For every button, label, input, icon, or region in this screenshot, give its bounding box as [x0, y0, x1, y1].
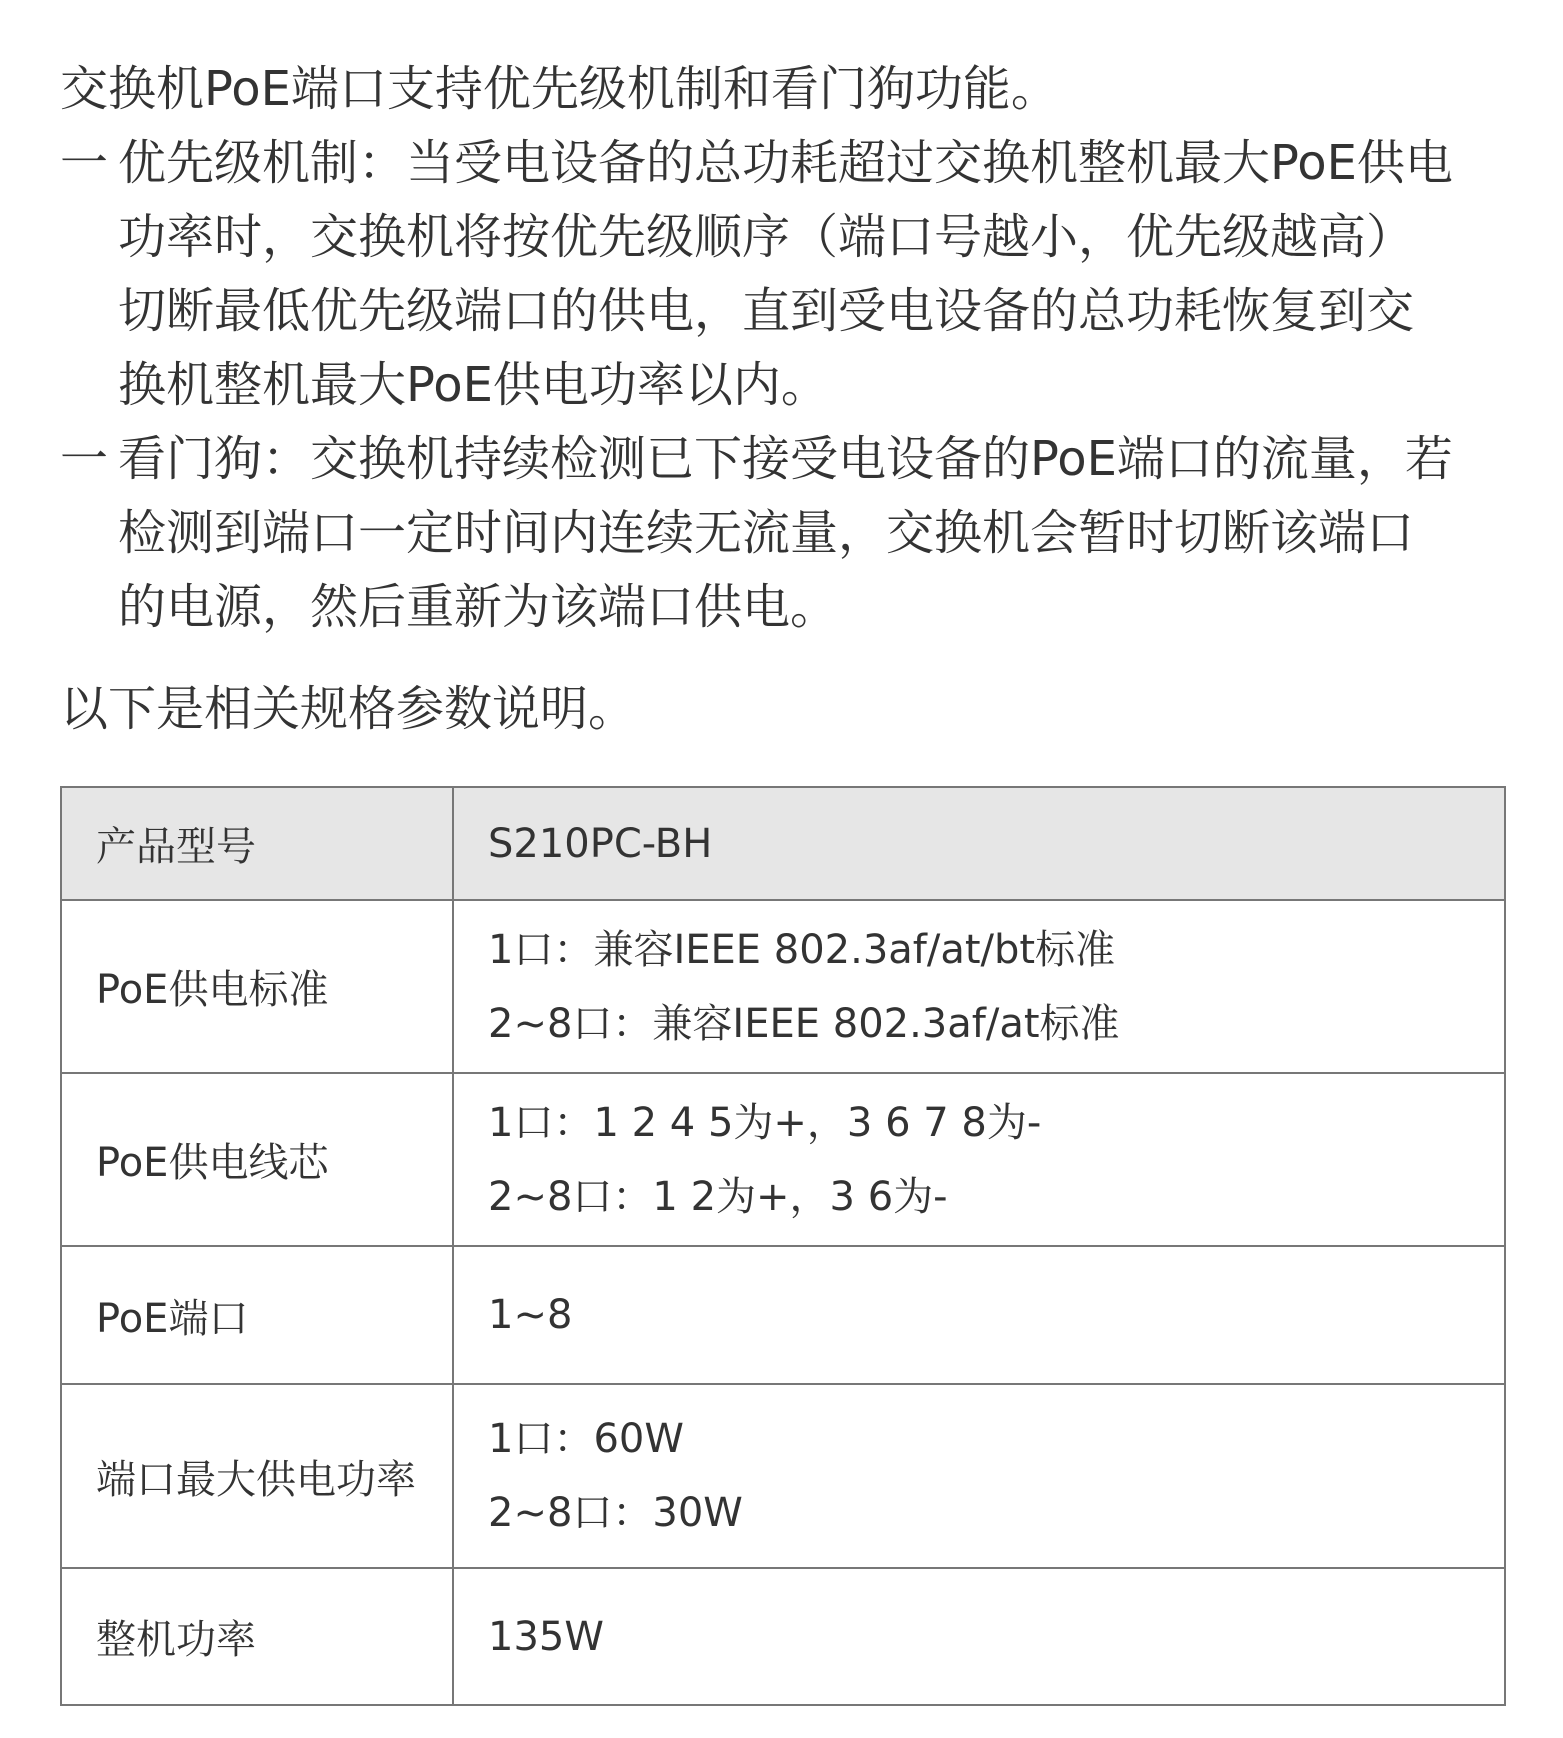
- spec-value-line: S210PC-BH: [488, 820, 713, 867]
- spec-key: PoE端口: [61, 1246, 453, 1384]
- spec-value: [453, 900, 1505, 1073]
- table-row: [61, 787, 1505, 900]
- intro-text: 交换机PoE端口支持优先级机制和看门狗功能。: [60, 61, 1059, 117]
- bullet-line: 功率时，交换机将按优先级顺序（端口号越小，优先级越高）: [118, 209, 1415, 265]
- spec-value-line: 2~8口：30W: [488, 1490, 743, 1536]
- bullet-line: 切断最低优先级端口的供电，直到受电设备的总功耗恢复到交: [118, 283, 1415, 339]
- bullet-line: 看门狗：交换机持续检测已下接受电设备的PoE端口的流量，若: [118, 431, 1453, 487]
- table-row: [61, 1246, 1505, 1384]
- spec-table: [60, 786, 1506, 1706]
- spec-value: [453, 1568, 1505, 1705]
- spec-value: [453, 1246, 1505, 1384]
- bullet-line: 换机整机最大PoE供电功率以内。: [118, 357, 829, 413]
- spec-value-line: 1口：兼容IEEE 802.3af/at/bt标准: [488, 926, 1116, 973]
- spec-key: 整机功率: [61, 1568, 453, 1705]
- bullet-priority: [60, 126, 1505, 422]
- spec-value-line: 1口：1 2 4 5为+，3 6 7 8为-: [488, 1099, 1042, 1146]
- spec-intro-text: 以下是相关规格参数说明。: [60, 681, 637, 737]
- bullet-line: 的电源，然后重新为该端口供电。: [118, 579, 839, 635]
- spec-value: [453, 787, 1505, 900]
- spec-key: PoE供电线芯: [61, 1073, 453, 1246]
- table-row: [61, 1384, 1505, 1568]
- spec-value-line: 1口：60W: [488, 1416, 684, 1462]
- spec-key: 产品型号: [61, 787, 453, 900]
- spec-value: [453, 1384, 1505, 1568]
- spec-key: PoE供电标准: [61, 900, 453, 1073]
- table-row: [61, 1073, 1505, 1246]
- spec-value-line: 2~8口：兼容IEEE 802.3af/at标准: [488, 1000, 1120, 1047]
- bullet-dash: 一: [60, 431, 109, 487]
- bullet-dash: 一: [60, 135, 109, 191]
- spec-value-line: 2~8口：1 2为+，3 6为-: [488, 1173, 948, 1220]
- spec-key: 端口最大供电功率: [61, 1384, 453, 1568]
- bullet-line: 优先级机制：当受电设备的总功耗超过交换机整机最大PoE供电: [118, 135, 1453, 191]
- bullet-watchdog: [60, 422, 1505, 644]
- spec-value-line: 135W: [488, 1613, 604, 1660]
- bullet-line: 检测到端口一定时间内连续无流量，交换机会暂时切断该端口: [118, 505, 1415, 561]
- spec-value-line: 1~8: [488, 1292, 573, 1338]
- table-row: [61, 1568, 1505, 1705]
- spec-value: [453, 1073, 1505, 1246]
- table-row: [61, 900, 1505, 1073]
